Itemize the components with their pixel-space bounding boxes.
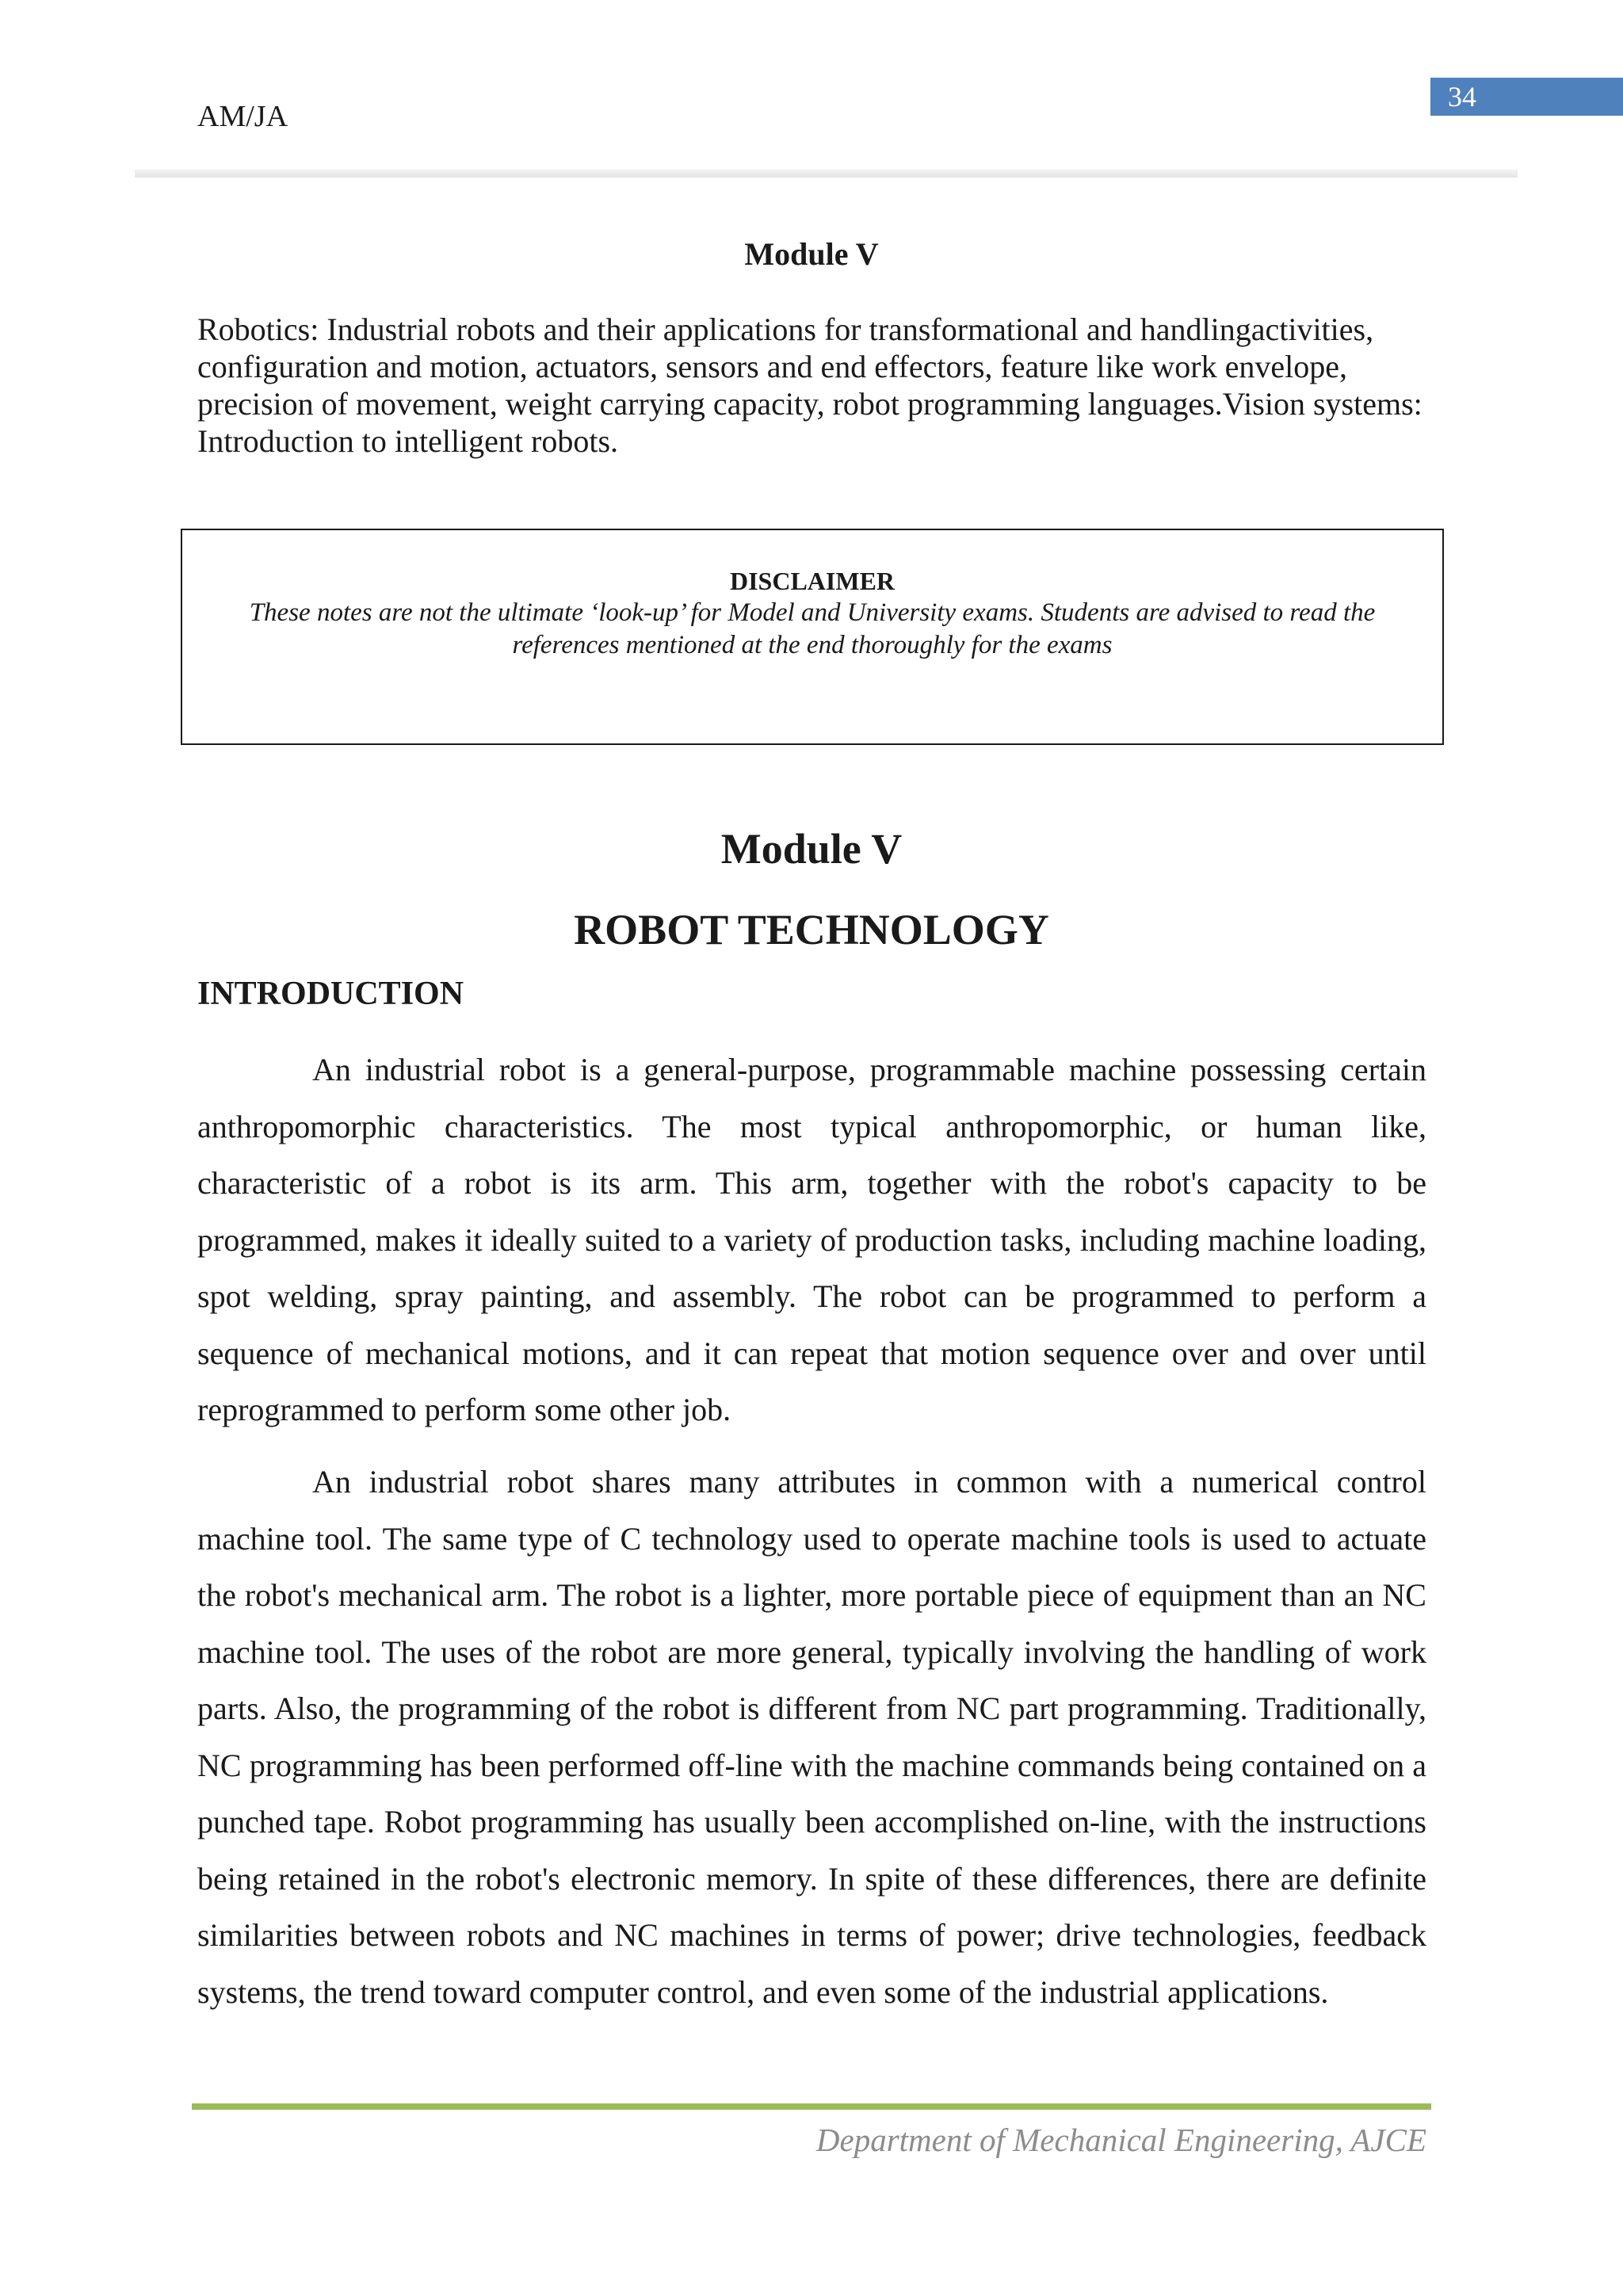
page-number: 34	[1448, 81, 1476, 113]
disclaimer-title: DISCLAIMER	[729, 567, 896, 595]
section-heading-introduction: INTRODUCTION	[197, 976, 464, 1012]
disclaimer-box	[181, 529, 1444, 745]
footer-divider	[192, 2103, 1431, 2110]
module-heading: Module V	[720, 825, 903, 873]
body-paragraph-2: An industrial robot shares many attributes in common with a numerical control machine tool. The same type of C technology used to operate machine tools is used to actuate the robot's mechanical arm. The robot is a lighter, more portable piece of equipment than an NC machine tool. The uses of the robot are more general, typically involving the handling of work parts. Also, the programming of the robot is different from NC part programming. Traditionally, NC programming has been performed off-line with the machine commands being contained on a punched tape. Robot programming has usually been accomplished on-line, with the instructions being retained in the robot's electronic memory. In spite of these differences, there are definite similarities between robots and NC machines in terms of power; drive technologies, feedback systems, the trend toward computer control, and even some of the industrial applications.	[197, 1464, 1426, 2010]
body-paragraph-1: An industrial robot is a general-purpose, programmable machine possessing certain anthropomorphic characteristics. The most typical anthropomorphic, or human like, characteristic of a robot is its arm. This arm, together with the robot's capacity to be programmed, makes it ideally suited to a variety of production tasks, including machine loading, spot welding, spray painting, and assembly. The robot can be programmed to perform a sequence of mechanical motions, and it can repeat that motion sequence over and over until reprogrammed to perform some other job.	[197, 1052, 1426, 1427]
footer-department: Department of Mechanical Engineering, AJCE	[815, 2122, 1426, 2158]
disclaimer-text: These notes are not the ultimate ‘look-up’ for Model and University exams. Students are advised to read the references mentioned at the end thoroughly for the exams	[249, 598, 1376, 659]
header-author-initials: AM/JA	[197, 100, 288, 133]
syllabus-text: Robotics: Industrial robots and their applications for transformational and handlingactivities, configuration and motion, actuators, sensors and end effectors, feature like work envelope, precision of movement, weight carrying capacity, robot programming languages.Vision systems: Introduction to intelligent robots.	[197, 311, 1423, 459]
chapter-title: ROBOT TECHNOLOGY	[574, 906, 1049, 953]
syllabus-title: Module V	[744, 236, 879, 272]
page-number-tab	[1430, 78, 1623, 116]
header-divider	[135, 170, 1518, 178]
